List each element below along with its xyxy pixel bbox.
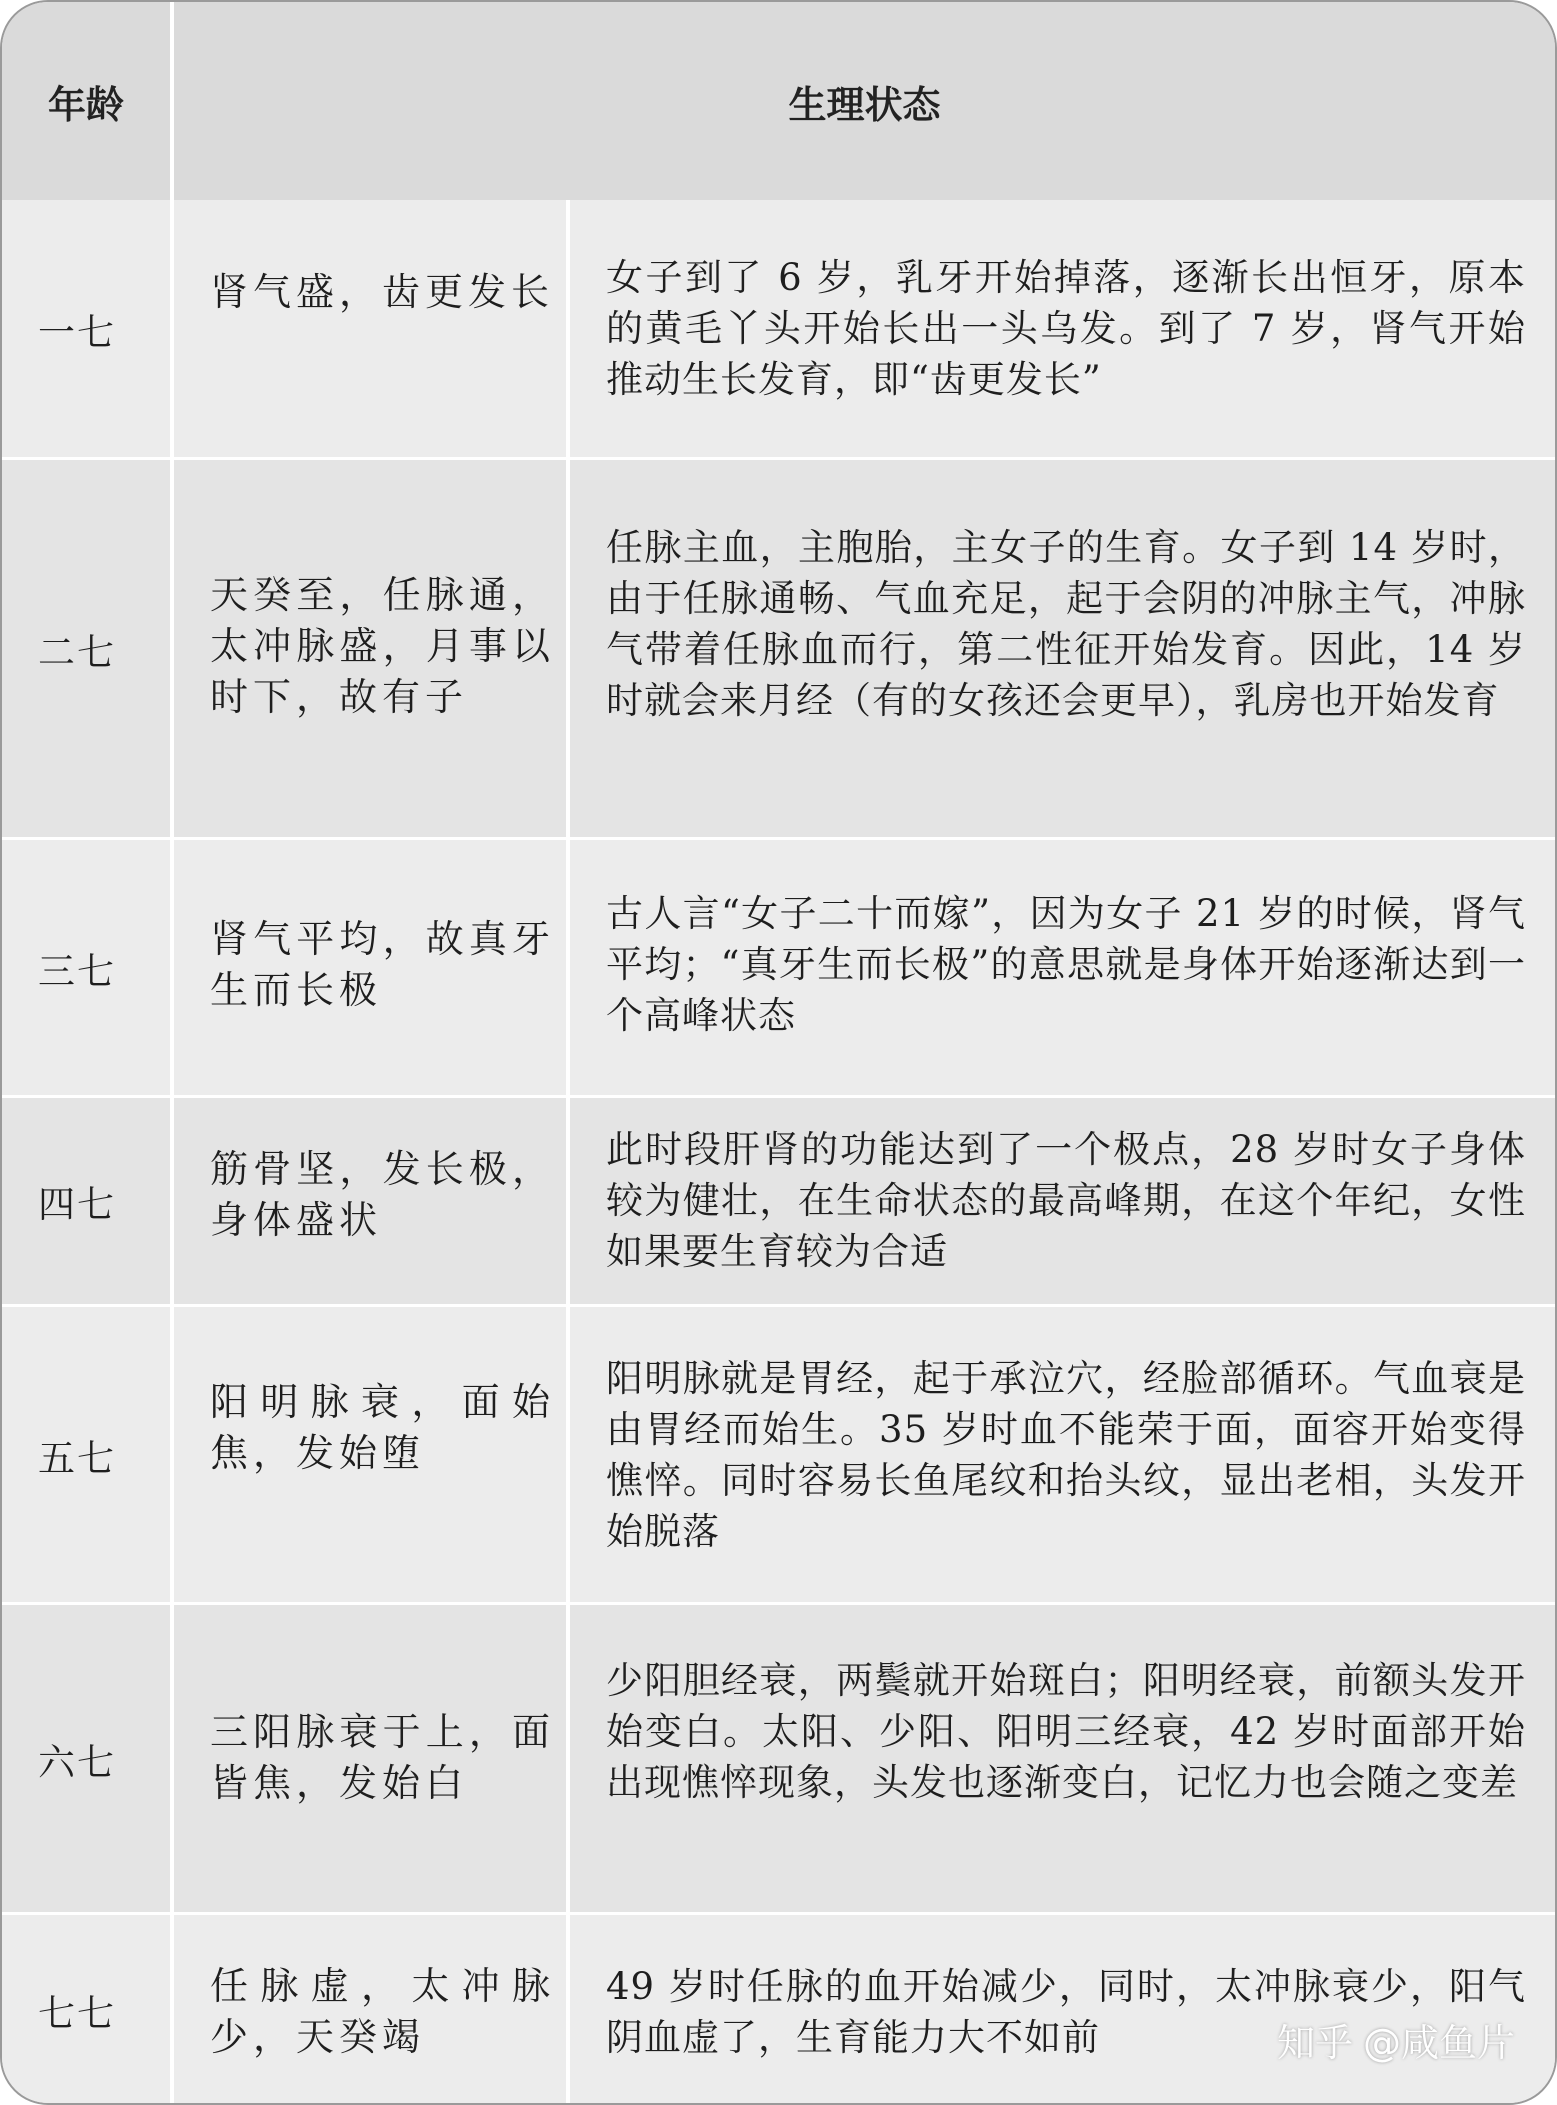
table-row	[2, 1605, 1555, 1912]
header-state: 生理状态	[174, 2, 1555, 200]
row-description: 古人言“女子二十而嫁”，因为女子 21 岁的时候，肾气平均；“真牙生而长极”的意思就是身体开始逐渐达到一个高峰状态	[606, 892, 1526, 1037]
row-quote: 天癸至，任脉通，太冲脉盛，月事以时下，故有子	[210, 573, 555, 719]
row-description: 49 岁时任脉的血开始减少，同时，太冲脉衰少，阳气阴血虚了，生育能力大不如前	[606, 1965, 1526, 2059]
watermark-brand: 知乎	[1276, 2021, 1353, 2065]
row-age: 四七	[38, 1183, 116, 1226]
row-description: 少阳胆经衰，两鬓就开始斑白；阳明经衰，前额头发开始变白。太阳、少阳、阳明三经衰，42 岁时面部开始出现憔悴现象，头发也逐渐变白，记忆力也会随之变差	[606, 1659, 1526, 1804]
row-quote: 阳明脉衰，面始焦，发始堕	[210, 1380, 555, 1475]
row-quote: 三阳脉衰于上，面皆焦，发始白	[210, 1710, 555, 1805]
row-age: 七七	[38, 1992, 116, 2035]
table-row	[2, 1915, 1555, 2105]
row-quote: 肾气盛，齿更发长	[210, 270, 555, 314]
table-row	[2, 200, 1555, 457]
table-row	[2, 1098, 1555, 1304]
table-row	[2, 460, 1555, 837]
row-age: 五七	[38, 1436, 116, 1480]
column-divider	[170, 200, 174, 2103]
row-age: 二七	[38, 630, 116, 674]
row-quote: 肾气平均，故真牙生而长极	[210, 917, 555, 1012]
column-divider	[566, 200, 570, 2103]
row-description: 阳明脉就是胃经，起于承泣穴，经脸部循环。气血衰是由胃经而始生。35 岁时血不能荣于面，面容开始变得憔悴。同时容易长鱼尾纹和抬头纹，显出老相，头发开始脱落	[606, 1357, 1526, 1553]
header-divider	[170, 2, 174, 200]
row-description: 此时段肝肾的功能达到了一个极点，28 岁时女子身体较为健壮，在生命状态的最高峰期，在这个年纪，女性如果要生育较为合适	[606, 1128, 1526, 1273]
row-quote: 任脉虚，太冲脉少，天癸竭	[210, 1964, 555, 2059]
header-age: 年龄	[2, 2, 170, 200]
row-description: 女子到了 6 岁，乳牙开始掉落，逐渐长出恒牙，原本的黄毛丫头开始长出一头乌发。到了 7 岁，肾气开始推动生长发育，即“齿更发长”	[606, 256, 1526, 401]
row-age: 六七	[38, 1740, 116, 1784]
row-age: 三七	[38, 949, 116, 993]
watermark	[1277, 2012, 1515, 2067]
watermark-author: @咸鱼片	[1362, 2021, 1515, 2065]
row-age: 一七	[38, 310, 116, 354]
row-quote: 筋骨坚，发长极，身体盛状	[210, 1147, 555, 1242]
table-row	[2, 840, 1555, 1095]
row-description: 任脉主血，主胞胎，主女子的生育。女子到 14 岁时，由于任脉通畅、气血充足，起于会阴的冲脉主气，冲脉气带着任脉血而行，第二性征开始发育。因此，14 岁时就会来月经（有的女孩还会更早），乳房也开始发育	[606, 526, 1526, 722]
table-row	[2, 1307, 1555, 1602]
